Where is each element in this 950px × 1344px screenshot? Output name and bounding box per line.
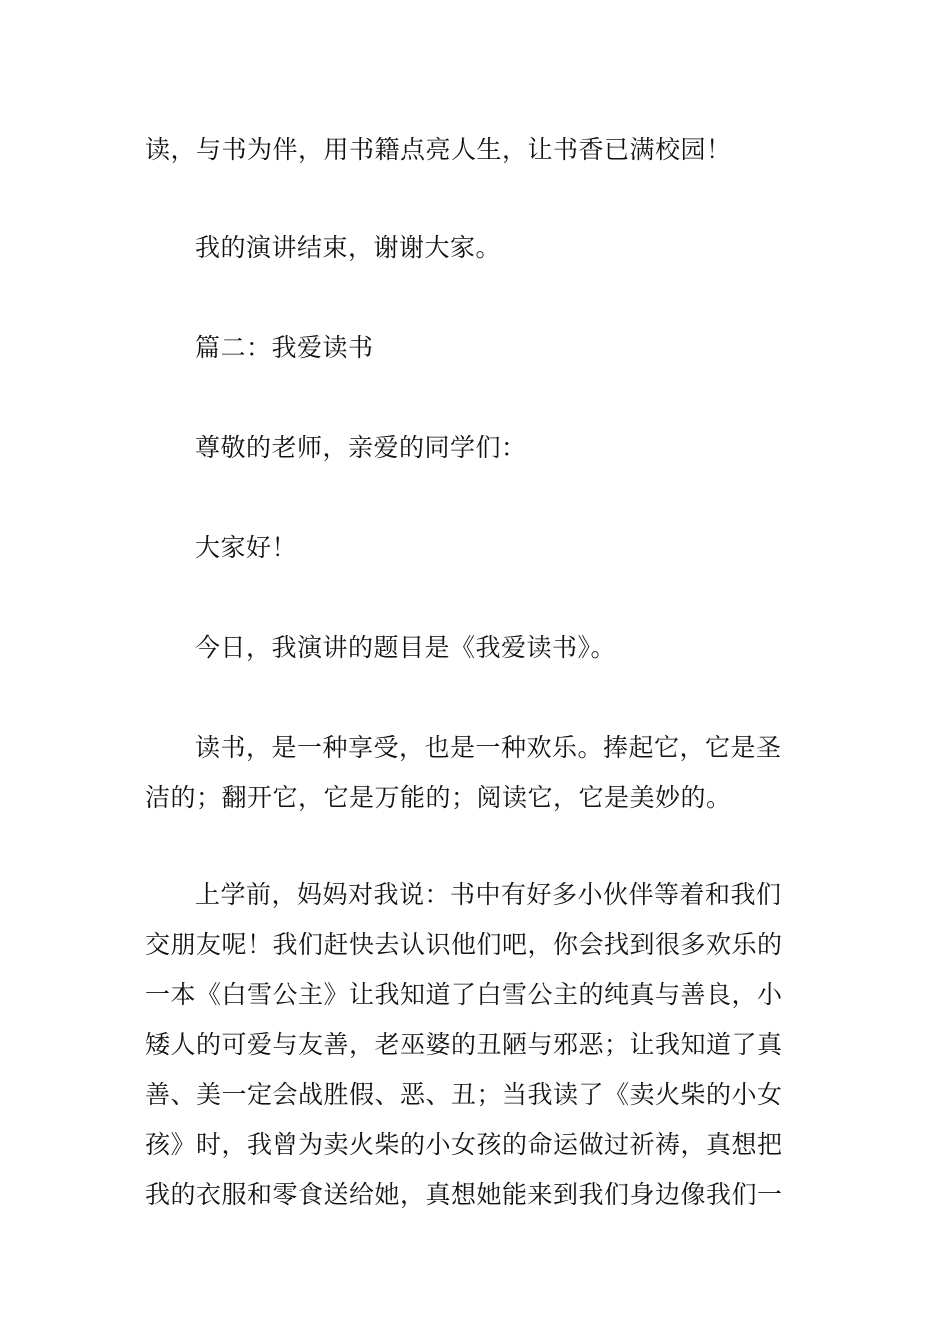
- text-line: 善、美一定会战胜假、恶、丑；当我读了《卖火柴的小女: [145, 1080, 783, 1109]
- section-heading: 篇二：我爱读书: [195, 333, 374, 362]
- text-line: 大家好！: [195, 533, 298, 562]
- text-line: 矮人的可爱与友善，老巫婆的丑陋与邪恶；让我知道了真: [145, 1030, 783, 1059]
- text-line: 孩》时，我曾为卖火柴的小女孩的命运做过祈祷，真想把: [145, 1130, 783, 1159]
- text-line: 我的衣服和零食送给她，真想她能来到我们身边像我们一: [145, 1180, 783, 1209]
- text-line: 尊敬的老师，亲爱的同学们：: [195, 433, 527, 462]
- text-line: 交朋友呢！我们赶快去认识他们吧，你会找到很多欢乐的: [145, 930, 783, 959]
- text-line: 读书，是一种享受，也是一种欢乐。捧起它，它是圣: [195, 733, 782, 762]
- text-line: 我的演讲结束，谢谢大家。: [195, 233, 502, 262]
- text-line: 今日，我演讲的题目是《我爱读书》。: [195, 633, 617, 662]
- text-line: 一本《白雪公主》让我知道了白雪公主的纯真与善良，小: [145, 980, 783, 1009]
- text-line: 上学前，妈妈对我说：书中有好多小伙伴等着和我们: [195, 880, 782, 909]
- text-line: 洁的；翻开它，它是万能的；阅读它，它是美妙的。: [145, 783, 732, 812]
- text-line: 读，与书为伴，用书籍点亮人生，让书香已满校园！: [145, 135, 732, 164]
